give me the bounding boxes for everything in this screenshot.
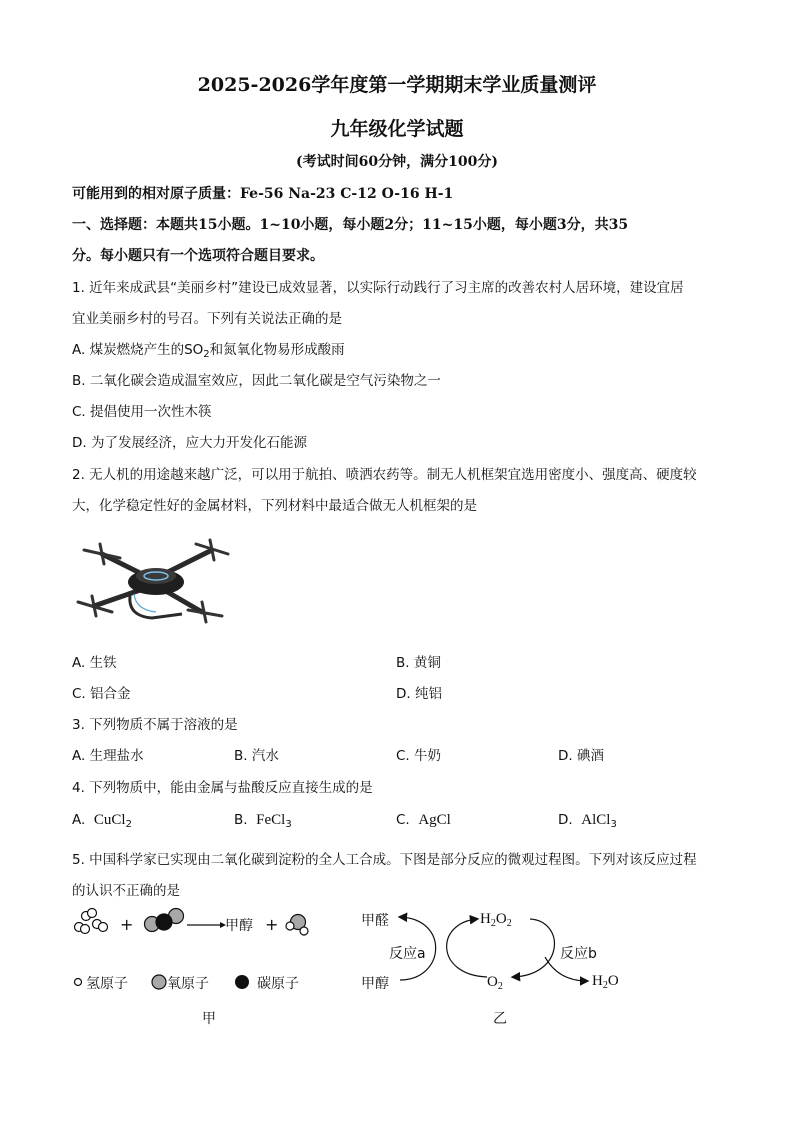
drone-image bbox=[72, 536, 232, 626]
exam-info: (考试时间60分钟，满分100分) bbox=[296, 154, 498, 170]
q3-option-c: C. 牛奶 bbox=[396, 748, 442, 764]
q5-stem-line1: 5. 中国科学家已实现由二氧化碳到淀粉的全人工合成。下图是部分反应的微观过程图。下列对该反应过程 bbox=[72, 852, 697, 868]
legend-oxygen-label: 氧原子 bbox=[167, 976, 209, 992]
diagram-jia-molecules bbox=[70, 900, 320, 945]
legend-hydrogen-label: 氢原子 bbox=[86, 976, 128, 992]
plus-sign-1: + bbox=[120, 915, 134, 934]
atomic-masses: 可能用到的相对原子质量：Fe-56 Na-23 C-12 O-16 H-1 bbox=[72, 186, 454, 202]
q1-stem-line2: 宜业美丽乡村的号召。下列有关说法正确的是 bbox=[72, 311, 342, 327]
label-h2o2: $H_2O_2$ bbox=[480, 911, 512, 929]
section-1-heading-line1: 一、选择题：本题共15小题。1~10小题，每小题2分；11~15小题，每小题3分，共35 bbox=[72, 217, 629, 233]
plus-sign-2: + bbox=[265, 915, 279, 934]
q4-stem: 4. 下列物质中，能由金属与盐酸反应直接生成的是 bbox=[72, 780, 373, 796]
q1-option-a: A. 煤炭燃烧产生的$SO_2$和氮氧化物易形成酸雨 bbox=[72, 342, 345, 360]
q3-stem: 3. 下列物质不属于溶液的是 bbox=[72, 717, 238, 733]
diagram-jia-caption: 甲 bbox=[202, 1011, 216, 1027]
q3-option-d: D. 碘酒 bbox=[558, 748, 604, 764]
legend-carbon-label: 碳原子 bbox=[257, 976, 299, 992]
q2-option-d: D. 纯铝 bbox=[396, 686, 442, 702]
q4-option-a: A. CuCl$_2$ bbox=[72, 812, 132, 830]
carbon-dioxide-molecule bbox=[145, 909, 184, 932]
hydrogen-molecules bbox=[75, 909, 108, 934]
q1-stem-line1: 1. 近年来成武县“美丽乡村”建设已成效显著，以实际行动践行了习主席的改善农村人居环境，建设宜居 bbox=[72, 280, 684, 296]
q4-option-b: B. FeCl$_3$ bbox=[234, 812, 292, 830]
q3-option-b: B. 汽水 bbox=[234, 748, 279, 764]
water-molecule bbox=[286, 915, 308, 936]
q4-option-c: C. AgCl bbox=[396, 812, 451, 828]
label-o2: $O_2$ bbox=[487, 974, 503, 992]
hydrogen-atom-icon bbox=[75, 979, 82, 986]
diagram-yi-caption: 乙 bbox=[493, 1011, 507, 1027]
exam-subtitle: 九年级化学试题 bbox=[330, 118, 464, 140]
q2-option-c: C. 铝合金 bbox=[72, 686, 131, 702]
q2-option-b: B. 黄铜 bbox=[396, 655, 441, 671]
oxygen-atom-icon bbox=[152, 975, 166, 989]
q1-option-c: C. 提倡使用一次性木筷 bbox=[72, 404, 212, 420]
q5-stem-line2: 的认识不正确的是 bbox=[72, 883, 180, 899]
label-methanol: 甲醇 bbox=[361, 976, 389, 992]
exam-title: 2025-2026学年度第一学期期末学业质量测评 bbox=[197, 74, 597, 96]
label-h2o: $H_2O$ bbox=[592, 973, 619, 991]
q1-option-d: D. 为了发展经济，应大力开发化石能源 bbox=[72, 435, 307, 451]
q2-option-a: A. 生铁 bbox=[72, 655, 117, 671]
label-formaldehyde: 甲醛 bbox=[361, 913, 389, 929]
product-methanol: 甲醇 bbox=[225, 918, 253, 934]
q2-stem-line1: 2. 无人机的用途越来越广泛，可以用于航拍、喷洒农药等。制无人机框架宜选用密度小、强度高、硬度较 bbox=[72, 467, 697, 483]
carbon-atom-icon bbox=[235, 975, 249, 989]
label-reaction-a: 反应a bbox=[389, 946, 426, 962]
label-reaction-b: 反应b bbox=[560, 946, 597, 962]
q3-option-a: A. 生理盐水 bbox=[72, 748, 144, 764]
q1-option-b: B. 二氧化碳会造成温室效应，因此二氧化碳是空气污染物之一 bbox=[72, 373, 441, 389]
section-1-heading-line2: 分。每小题只有一个选项符合题目要求。 bbox=[72, 248, 324, 264]
q4-option-d: D. AlCl$_3$ bbox=[558, 812, 617, 830]
q2-stem-line2: 大，化学稳定性好的金属材料，下列材料中最适合做无人机框架的是 bbox=[72, 498, 477, 514]
